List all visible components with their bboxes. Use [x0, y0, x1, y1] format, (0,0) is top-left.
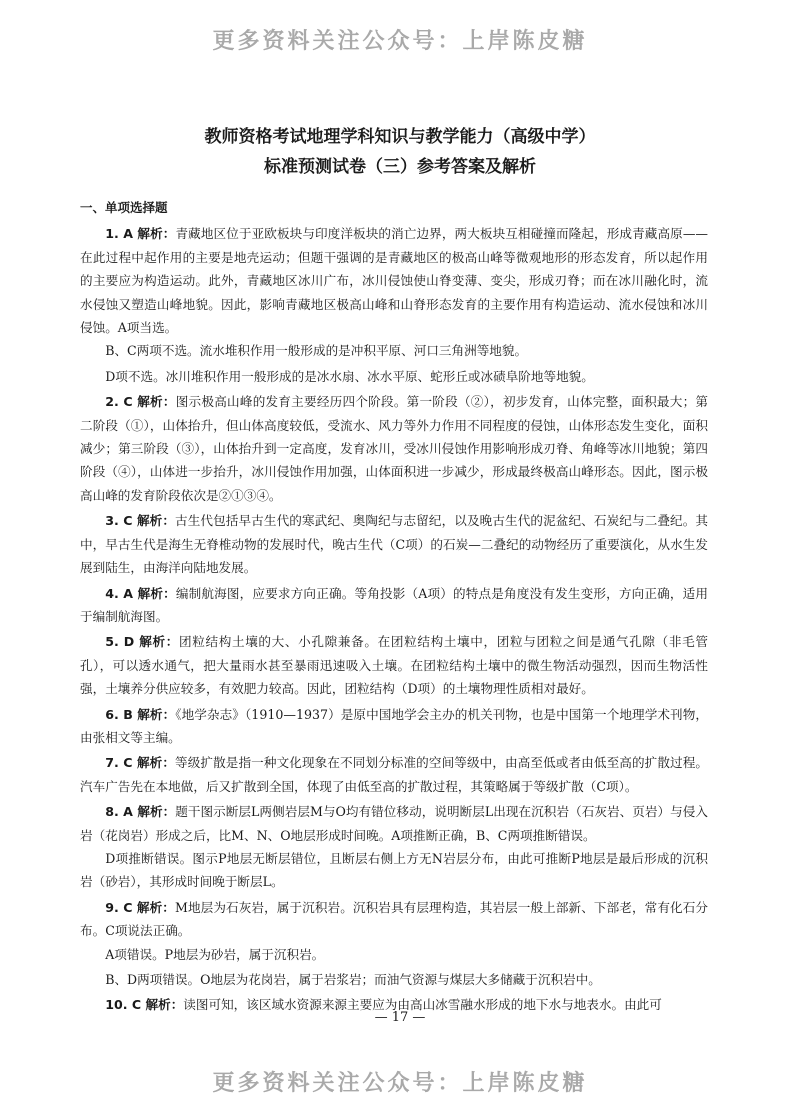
answer-label: 3. C 解析：	[105, 513, 176, 529]
answer-item-7	[80, 751, 708, 798]
answer-text: 编制航海图，应要求方向正确。等角投影（A项）的特点是角度没有发生变形，方向正确，适用于编制航海图。	[80, 585, 708, 624]
answer-note: B、D两项错误。O地层为花岗岩，属于岩浆岩；而油气资源与煤层大多储藏于沉积岩中。	[105, 972, 601, 987]
answer-content	[80, 196, 708, 1017]
answer-label: 1. A 解析：	[105, 226, 176, 242]
answer-text: 题干图示断层L两侧岩层M与O均有错位移动，说明断层L出现在沉积岩（石灰岩、页岩）与侵入岩（花岗岩）形成之后，比M、N、O地层形成时间晚。A项推断正确，B、C两项推断错误。	[80, 804, 708, 843]
answer-item-6	[80, 703, 708, 750]
page-number: — 17 —	[374, 1010, 426, 1025]
answer-text: 等级扩散是指一种文化现象在不同划分标准的空间等级中，由高至低或者由低至高的扩散过程。汽车广告先在本地做，后又扩散到全国，体现了由低至高的扩散过程，其策略属于等级扩散（C项）。	[80, 755, 709, 794]
answer-label: 9. C 解析：	[105, 899, 175, 915]
answer-label: 7. C 解析：	[105, 755, 176, 771]
answer-label: 2. C 解析：	[105, 394, 176, 410]
answer-text: M地层为石灰岩，属于沉积岩。沉积岩具有层理构造，其岩层一般上部新、下部老，常有化石分布。C项说法正确。	[80, 899, 708, 939]
answer-note: D项推断错误。图示P地层无断层错位，且断层右侧上方无N岩层分布，由此可推断P地层是最后形成的沉积岩（砂岩），其形成时间晚于断层L。	[80, 850, 708, 890]
answer-note: D项不选。冰川堆积作用一般形成的是冰水扇、冰水平原、蛇形丘或冰碛阜阶地等地貌。	[105, 368, 594, 384]
answer-text: 青藏地区位于亚欧板块与印度洋板块的消亡边界，两大板块互相碰撞而隆起，形成青藏高原——在此过程中起作用的主要是地壳运动；但题干强调的是青藏地区的极高山峰等微观地形的形态发育，所以起作用的主要应为构造运动。此外，青藏地区冰川广布，冰川侵蚀使山脊变薄、变尖，形成刃脊；而在冰川融化时，流水侵蚀又塑造山峰地貌。因此，影响青藏地区极高山峰和山脊形态发育的主要作用有构造运动、流水侵蚀和冰川侵蚀。A项当选。	[80, 226, 709, 336]
answer-label: 6. B 解析：	[105, 706, 176, 722]
page-title: 教师资格考试地理学科知识与教学能力（高级中学）	[204, 127, 596, 147]
answer-item-3	[80, 509, 708, 579]
answer-item-1	[80, 222, 708, 339]
answer-label: 8. A 解析：	[105, 804, 176, 820]
answer-text: 《地学杂志》（1910—1937）是原中国地学会主办的机关刊物，也是中国第一个地理学术刊物，由张相文等主编。	[80, 706, 708, 745]
page-subtitle: 标准预测试卷（三）参考答案及解析	[264, 157, 536, 177]
section-heading: 一、单项选择题	[80, 200, 168, 215]
answer-item-9	[80, 896, 708, 943]
watermark-top: 更多资料关注公众号：上岸陈皮糖	[212, 29, 588, 54]
answer-note: B、C两项不选。流水堆积作用一般形成的是冲积平原、河口三角洲等地貌。	[105, 343, 528, 359]
answer-text: 团粒结构土壤的大、小孔隙兼备。在团粒结构土壤中，团粒与团粒之间是通气孔隙（非毛管孔），可以透水通气，把大量雨水甚至暴雨迅速吸入土壤。在团粒结构土壤中的微生物活动强烈，因而生物活性强，土壤养分供应较多，有效肥力较高。因此，团粒结构（D项）的土壤物理性质相对最好。	[80, 634, 708, 697]
watermark-bottom: 更多资料关注公众号：上岸陈皮糖	[212, 1071, 588, 1096]
answer-item-8	[80, 800, 708, 847]
answer-text: 古生代包括早古生代的寒武纪、奥陶纪与志留纪，以及晚古生代的泥盆纪、石炭纪与二叠纪。其中，早古生代是海生无脊椎动物的发展时代，晚古生代（C项）的石炭—二叠纪的动物经历了重要演化，从水生发展到陆生，由海洋向陆地发展。	[80, 513, 709, 576]
answer-item-2	[80, 390, 708, 507]
answer-label: 10. C 解析：	[105, 997, 184, 1013]
answer-item-4	[80, 582, 708, 629]
answer-text: 图示极高山峰的发育主要经历四个阶段。第一阶段（②），初步发育，山体完整，面积最大；第二阶段（①），山体抬升，但山体高度较低，受流水、风力等外力作用不同程度的侵蚀，山体形态发生变化，面积减少；第三阶段（③），山体抬升到一定高度，发育冰川，受冰川侵蚀作用影响形成刃脊、角峰等冰川地貌；第四阶段（④），山体进一步抬升，冰川侵蚀作用加强，山体面积进一步减少，形成最终极高山峰形态。因此，图示极高山峰的发育阶段依次是②①③④。	[80, 394, 709, 503]
answer-label: 4. A 解析：	[105, 585, 176, 601]
answer-item-5	[80, 630, 708, 700]
answer-label: 5. D 解析：	[105, 634, 179, 650]
answer-text: 读图可知，该区域水资源来源主要应为由高山冰雪融水形成的地下水与地表水。由此可	[183, 997, 662, 1013]
answer-note: A项错误。P地层为砂岩，属于沉积岩。	[105, 946, 325, 962]
